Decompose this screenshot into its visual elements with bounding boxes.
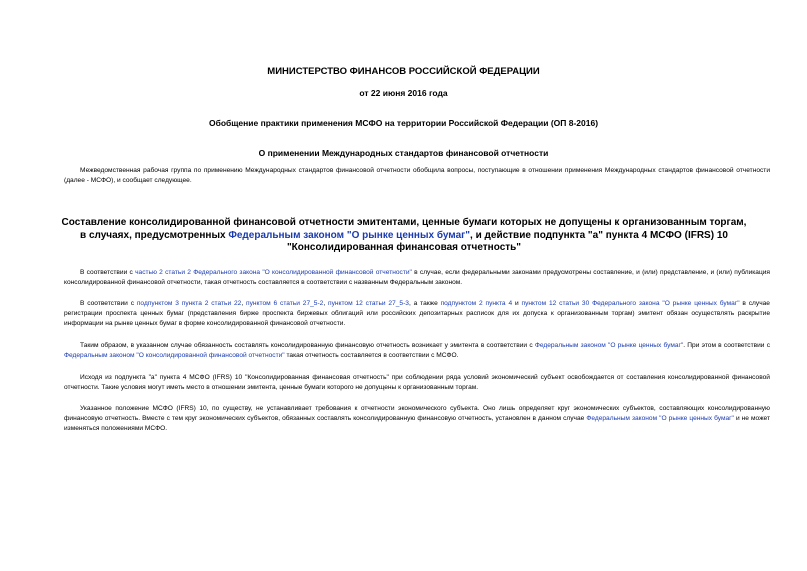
article-27-5-3-link[interactable]: пунктом 12 статьи 27_5-3 [328,300,409,307]
paragraph-3 [64,341,770,361]
securities-law-link-2[interactable]: Федеральным законом "О рынке ценных бумаг" [534,342,684,349]
ministry-title: МИНИСТЕРСТВО ФИНАНСОВ РОССИЙСКОЙ ФЕДЕРАЦИИ [267,66,540,77]
p2-text-e: и [512,300,522,307]
section-heading-text-1: Составление консолидированной финансовой отчетности эмитентами, ценные бумаги которых не допущены к организованным торгам, в случаях, предусмотренных [61,217,747,241]
securities-law-link-3[interactable]: Федеральным законом "О рынке ценных бумаг" [586,415,734,422]
document-subject: О применении Международных стандартов финансовой отчетности [258,148,549,158]
article-27-5-2-link[interactable]: пунктом 6 статьи 27_5-2 [246,300,324,307]
document-date: от 22 июня 2016 года [359,88,448,98]
p2-text-f: в случае регистрации проспекта ценных бумаг (представления бирже проспекта биржевых облигаций или российских депозитарных расписок для их допуска к организованным торгам) эмитент обязан осуществлять раскрытие информации на рынке ценных бумаг в форме консолидированной финансовой отчетности. [64,300,770,327]
p3-text-a: Таким образом, в указанном случае обязанность составлять консолидированную финансовую отчетность возникает у эмитента в соответствии с [80,342,535,349]
p5-text-a: Указанное положение МСФО (IFRS) 10, по существу, не устанавливает требования к отчетности экономического субъекта. Оно лишь определяет круг экономических субъектов, составляющих консолидированную финансовую отчетность. Вместе с тем круг экономических субъектов, обязанных составлять консолидированную финансовую отчетность, установлен в данном случае [64,405,770,422]
p3-text-b: . При этом в соответствии с [683,342,770,349]
p2-text-d: , а также [408,300,441,307]
consolidated-reporting-law-link-2[interactable]: Федеральным законом "О консолидированной финансовой отчетности" [64,352,285,359]
paragraph-1 [64,268,770,288]
securities-market-law-link[interactable]: Федеральным законом "О рынке ценных бумаг" [228,229,471,241]
section-heading-text-2: , и действие подпункта "а" пункта 4 МСФО (IFRS) 10 "Консолидированная финансовая отчетность" [286,229,728,253]
article-30-p12-link[interactable]: пунктом 12 статьи 30 Федерального закона "О рынке ценных бумаг" [521,300,740,307]
document-title: Обобщение практики применения МСФО на территории Российской Федерации (ОП 8-2016) [208,118,599,128]
consolidated-reporting-law-link[interactable]: частью 2 статьи 2 Федерального закона "О консолидированной финансовой отчетности" [135,269,412,276]
p3-text-c: такая отчетность составляется в соответствии с МСФО. [284,352,459,359]
paragraph-2 [64,299,770,329]
p2-text-a: В соответствии с [80,300,137,307]
section-heading [60,217,748,255]
p1-text-a: В соответствии с [80,269,136,276]
article-22-link[interactable]: подпунктом 3 пункта 2 статьи 22 [136,300,242,307]
paragraph-4: Исходя из подпункта "а" пункта 4 МСФО (IFRS) 10 "Консолидированная финансовая отчетность" при соблюдении ряда условий экономический субъект освобождается от составления консолидированной финансовой отчетности. Такие условия могут иметь место в отношении эмитента, ценные бумаги которого не допущены к организованным торгам. [64,374,770,391]
p2-text-b: , [241,300,247,307]
intro-paragraph: Межведомственная рабочая группа по применению Международных стандартов финансовой отчетности обобщила вопросы, поступающие в отношении применения Международных стандартов финансовой отчетности (далее - МСФО), и сообщает следующее. [64,167,770,184]
paragraph-5 [64,404,770,434]
p2-text-c: , [323,300,328,307]
article-30-p4-link[interactable]: подпунктом 2 пункта 4 [440,300,513,307]
p1-text-b: в случае, если федеральными законами предусмотрены составление, и (или) представление, и (или) публикация консолидированной финансовой отчетности, такая отчетность составляется в соответствии с названным Федеральным законом. [64,269,770,286]
p5-text-b: и не может изменяться положениями МСФО. [64,415,771,432]
